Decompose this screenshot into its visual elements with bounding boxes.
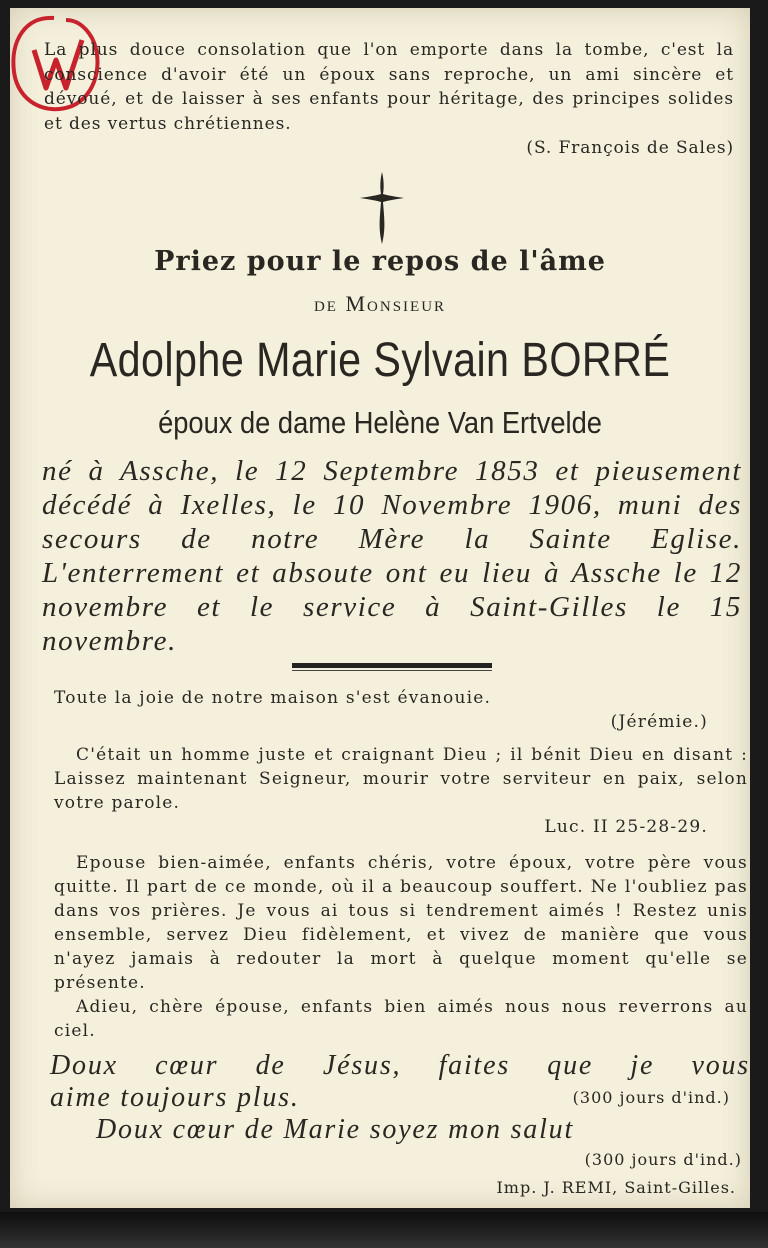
epigraph-text: La plus douce consolation que l'on emporte dans la tombe, c'est la conscience d'avoir été un époux sans reproche, un ami sincère et dévoué, et de laisser à ses enfants pour héritage, des principes solides et des vertus chrétiennes. <box>44 40 734 134</box>
indulgence-2: (300 jours d'ind.) <box>584 1150 742 1169</box>
printer-imprint: Imp. J. REMI, Saint-Gilles. <box>496 1178 736 1197</box>
luc-ref: Luc. II 25-28-29. <box>544 817 708 837</box>
scan-edge <box>0 1212 768 1248</box>
indulgence-1: (300 jours d'ind.) <box>572 1088 730 1107</box>
epigraph <box>44 38 734 161</box>
prayer-jesus-line2: aime toujours plus. <box>50 1082 300 1113</box>
prayer-marie: Doux cœur de Marie soyez mon salut <box>96 1114 575 1145</box>
luc-text: C'était un homme juste et craignant Dieu ; il bénit Dieu en disant : Laissez maintenant Seigneur, mourir votre serviteur en paix, selon votre parole. <box>54 745 748 813</box>
farewell-p1: Epouse bien-aimée, enfants chéris, votre époux, votre père vous quitte. Il part de ce monde, où il a beaucoup souffert. Ne l'oubliez pas dans vos prières. Je vous ai tous si tendrement aimés ! Restez unis ensemble, servez Dieu fidèlement, et vivez de manière que vous n'ayez jamais à redouter la mort à quelque moment qu'elle se présente. <box>54 853 748 993</box>
jeremie-ref: (Jérémie.) <box>610 712 708 732</box>
luc-quote <box>54 743 748 839</box>
prayer-request: Priez pour le repos de l'âme <box>154 246 606 277</box>
epigraph-attribution: (S. François de Sales) <box>526 138 734 158</box>
jeremie-text: Toute la joie de notre maison s'est évanouie. <box>54 688 492 708</box>
prayer-jesus-line1: Doux cœur de Jésus, faites que je vous <box>50 1050 750 1081</box>
de-monsieur: de Monsieur <box>313 291 447 316</box>
divider-rule-thin <box>292 670 492 671</box>
farewell-text <box>54 851 748 1043</box>
farewell-p2: Adieu, chère épouse, enfants bien aimés nous nous reverrons au ciel. <box>54 997 748 1041</box>
spouse-line: époux de dame Helène Van Ertvelde <box>158 405 602 440</box>
divider-rule <box>292 663 492 668</box>
deceased-name: Adolphe Marie Sylvain BORRÉ <box>89 334 671 387</box>
biography: né à Assche, le 12 Septembre 1853 et pieusement décédé à Ixelles, le 10 Novembre 1906, muni des secours de notre Mère la Sainte Eglise. L'enterrement et absoute ont eu lieu à Assche le 12 novembre et le service à Saint-Gilles le 15 novembre. <box>42 455 742 657</box>
memorial-card <box>10 8 750 1208</box>
cross-icon <box>358 170 406 246</box>
jeremie-quote <box>54 686 748 734</box>
